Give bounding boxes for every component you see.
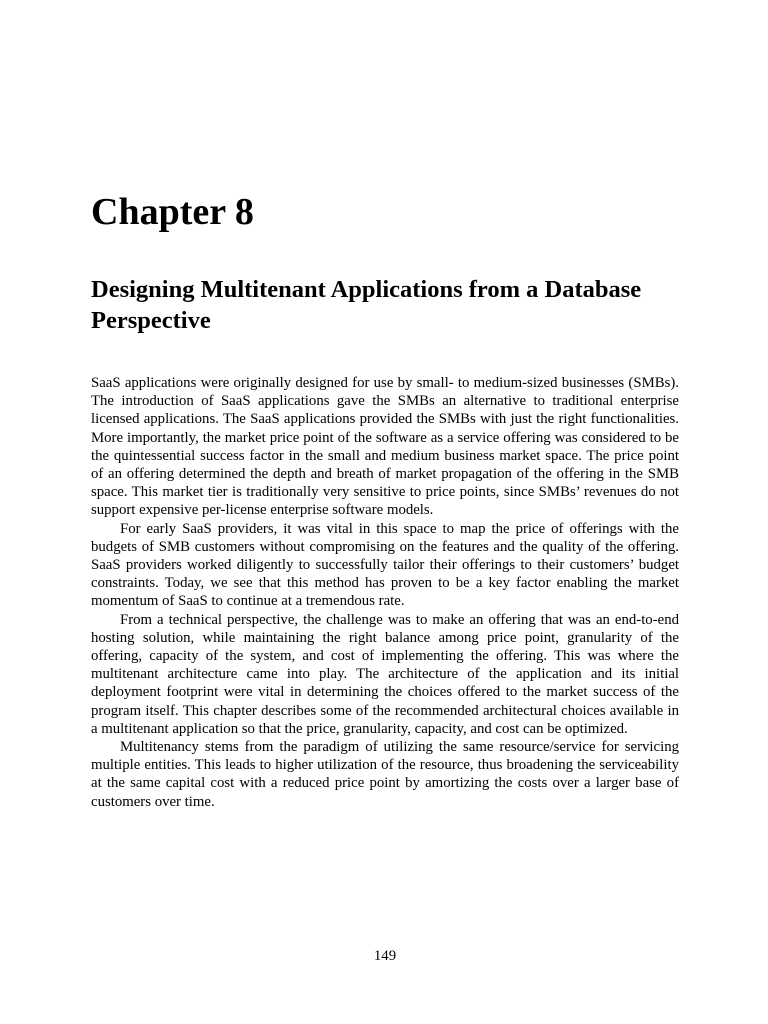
body-paragraph: From a technical perspective, the challenge was to make an offering that was an end-to-end hosting solution, while maintaining the right balance among price point, granularity of the offering, capacity of the system, and cost of implementing the offering. This was where the multitenant architecture came into play. The architecture of the application and its initial deployment footprint were vital in determining the choices offered to the market success of the program itself. This chapter describes some of the recommended architectural choices available in a multitenant application so that the price, granularity, capacity, and cost can be optimized.: [91, 611, 679, 737]
body-paragraph: SaaS applications were originally designed for use by small- to medium-sized businesses (SMBs). The introduction of SaaS applications gave the SMBs an alternative to traditional enterprise licensed applications. The SaaS applications provided the SMBs with just the right functionalities. More importantly, the market price point of the software as a service offering was considered to be the quintessential success factor in the small and medium business market space. The price point of an offering determined the depth and breath of market propagation of the offering in the SMB space. This market tier is traditionally very sensitive to price points, since SMBs’ revenues do not support expensive per-license enterprise software models.: [91, 375, 679, 519]
body-paragraph: Multitenancy stems from the paradigm of utilizing the same resource/service for servicing multiple entities. This leads to higher utilization of the resource, thus broadening the serviceability at the same capital cost with a reduced price point by amortizing the costs over a larger base of customers over time.: [91, 739, 679, 810]
chapter-body: [91, 374, 679, 811]
body-paragraph: For early SaaS providers, it was vital in this space to map the price of offerings with the budgets of SMB customers without compromising on the features and the quality of the offering. SaaS providers worked diligently to successfully tailor their offerings to their customers’ budget constraints. Today, we see that this method has proven to be a key factor enabling the market momentum of SaaS to continue at a tremendous rate.: [91, 520, 679, 610]
chapter-title: Designing Multitenant Applications from a Database Perspective: [91, 276, 642, 334]
book-page: [91, 0, 679, 1024]
page-number: 149: [373, 948, 397, 964]
chapter-label: Chapter 8: [91, 191, 254, 233]
